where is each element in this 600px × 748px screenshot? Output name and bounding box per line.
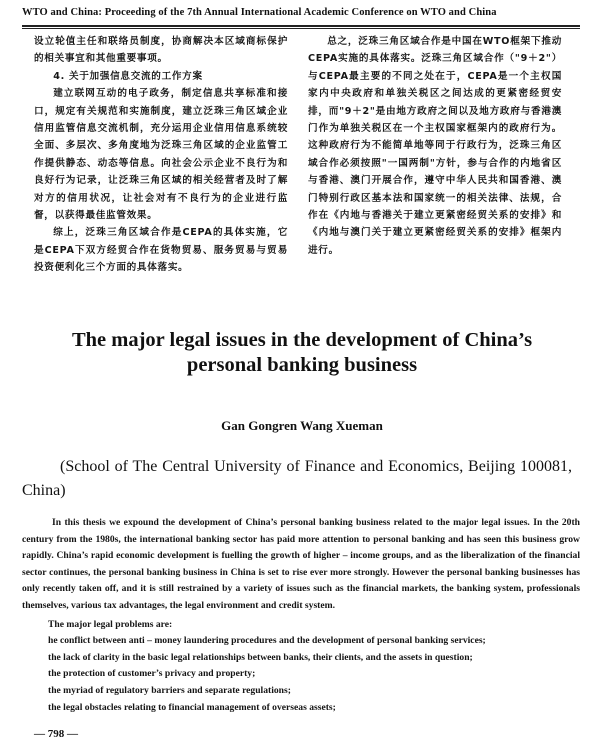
header-rule-thick <box>22 25 580 27</box>
left-paragraph-4: 综上，泛珠三角区域合作是CEPA的具体实施，它是CEPA下双方经贸合作在货物贸易、服务贸易与贸易投资便利化三个方面的具体落实。 <box>34 227 288 274</box>
problem-item: he conflict between anti – money laundering procedures and the development of personal banking services; <box>48 635 486 647</box>
right-column <box>308 33 562 259</box>
paper-affiliation: (School of The Central University of Finance and Economics, Beijing 100081, China) <box>22 458 572 499</box>
right-paragraph-1: 总之，泛珠三角区域合作是中国在WTO框架下推动CEPA实施的具体落实。泛珠三角区域合作（"9＋2"）与CEPA最主要的不同之处在于，CEPA是一个主权国家内中央政府和单独关税区之间达成的更紧密经贸安排，而"9＋2"是由地方政府之间以及地方政府与香港澳门作为单独关税区在一个主权国家框架内的政府行为。这种政府行为不能简单地等同于行政行为，泛珠三角区域合作必须按照"一国两制"方针，参与合作的内地省区与香港、澳门开展合作，遵守中华人民共和国香港、澳门特别行政区基本法和国家统一的相关法律、法规，合作在《内地与香港关于建立更紧密经贸关系的安排》和《内地与澳门关于建立更紧密经贸关系的安排》框架内进行。 <box>308 36 562 256</box>
problems-intro: The major legal problems are: <box>48 618 173 630</box>
abstract <box>22 515 580 716</box>
left-section-heading: 4. 关于加强信息交流的工作方案 <box>53 70 203 82</box>
left-column <box>34 33 288 277</box>
page-number: — 798 — <box>34 728 78 740</box>
problem-item: the lack of clarity in the basic legal relationships between banks, their clients, and the assets in question; <box>48 651 473 663</box>
problem-item: the legal obstacles relating to financial management of overseas assets; <box>48 701 336 713</box>
abstract-paragraph: In this thesis we expound the development of China’s personal banking business related to the major legal issues. In the 20th century from the 1980s, the international banking sector has paid more attention to personal banking and has seen this business grow rapidly. China’s rapid economic development is fuelling the growth of higher – income groups, and as the liberalization of the financial sector continues, the personal banking business in China is set to rise ever more strongly. However the personal banking businesses has only recently taken off, and it is still restrained by a variety of issues such as the financial markets, the banking system, professionals themselves, various tax advantages, the legal environment and credit system. <box>22 517 580 611</box>
left-paragraph-3: 建立联网互动的电子政务，制定信息共享标准和接口，规定有关规范和实施制度，建立泛珠三角区域企业信用监管信息交流机制，充分运用企业信用信息系统较全面、多层次、多角度地为泛珠三角区域的企业监管工作提供静态、动态等信息。向社会公示企业不良行为和良好行为记录，让泛珠三角区域的相关经营者及时了解对方的信用状况，让社会对有不良行为的企业进行监督，以获得最佳监管效果。 <box>34 88 288 222</box>
paper-title-line-1: The major legal issues in the development of China’s <box>71 329 533 351</box>
left-paragraph-1: 设立轮值主任和联络员制度，协商解决本区域商标保护的相关事宜和其他重要事项。 <box>34 36 288 65</box>
paper-authors: Gan Gongren Wang Xueman <box>221 418 383 433</box>
problem-item: the protection of customer’s privacy and property; <box>48 668 256 680</box>
paper-title <box>60 328 544 378</box>
problem-item: the myriad of regulatory barriers and separate regulations; <box>48 684 291 696</box>
header-rule-thin <box>22 28 580 29</box>
running-header: WTO and China: Proceeding of the 7th Annual International Academic Conference on WTO and China <box>22 7 497 18</box>
paper-title-line-2: personal banking business <box>186 354 418 376</box>
